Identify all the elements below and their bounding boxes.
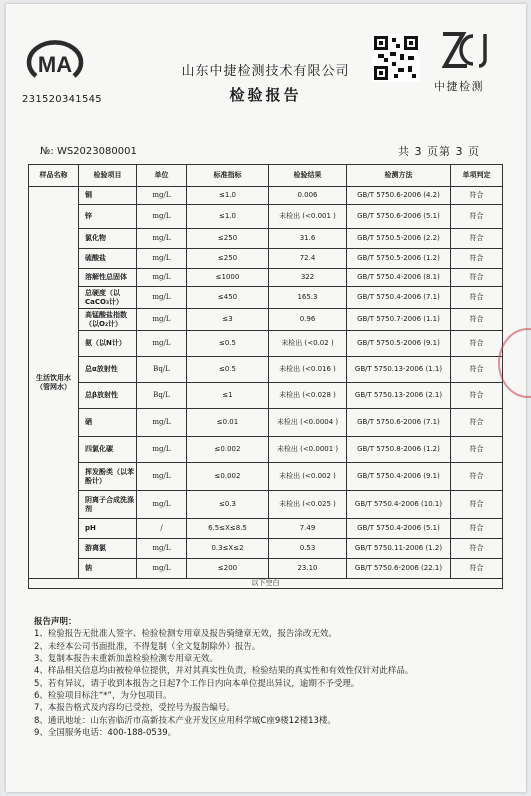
result-cell: 165.3 [269,287,347,309]
method-cell: GB/T 5750.4-2006 (10.1) [347,491,451,519]
method-cell: GB/T 5750.4-2006 (8.1) [347,269,451,287]
header-unit: 单位 [137,165,187,187]
report-notes [34,616,514,739]
item-cell: 游离氯 [79,539,137,559]
standard-cell: ≤1 [187,383,269,409]
sample-name-cell: 生活饮用水（管网水） [29,187,79,579]
result-table [28,164,503,589]
cma-number: 231520341545 [22,94,102,105]
verdict-cell: 符合 [451,463,503,491]
zhongjie-logo-icon [437,28,497,72]
unit-cell: mg/L [137,409,187,437]
table-row [29,463,503,491]
item-cell: 挥发酚类（以苯酚计） [79,463,137,491]
item-cell: 铜 [79,187,137,205]
standard-cell: ≤3 [187,309,269,331]
verdict-cell: 符合 [451,331,503,357]
item-cell: 四氯化碳 [79,437,137,463]
method-cell: GB/T 5750.4-2006 (5.1) [347,519,451,539]
method-cell: GB/T 5750.13-2006 (2.1) [347,383,451,409]
standard-cell: ≤1000 [187,269,269,287]
table-row [29,437,503,463]
header-sample-name: 样品名称 [29,165,79,187]
unit-cell: mg/L [137,463,187,491]
standard-cell: ≤0.002 [187,463,269,491]
method-cell: GB/T 5750.5-2006 (9.1) [347,331,451,357]
verdict-cell: 符合 [451,357,503,383]
unit-cell: mg/L [137,205,187,229]
company-name: 山东中捷检测技术有限公司 [181,64,350,79]
unit-cell: mg/L [137,249,187,269]
verdict-cell: 符合 [451,409,503,437]
verdict-cell: 符合 [451,249,503,269]
unit-cell: mg/L [137,229,187,249]
note-line: 6、检验项目标注“*”，为分包项目。 [34,690,172,701]
standard-cell: ≤450 [187,287,269,309]
unit-cell: / [137,519,187,539]
note-line: 1、检验报告无批准人签字、检验检测专用章及报告骑缝章无效，报告涂改无效。 [34,629,337,640]
unit-cell: mg/L [137,437,187,463]
verdict-cell: 符合 [451,437,503,463]
method-cell: GB/T 5750.7-2006 (1.1) [347,309,451,331]
table-row [29,249,503,269]
item-cell: 溶解性总固体 [79,269,137,287]
table-row [29,269,503,287]
note-line: 4、样品相关信息均由被检单位提供，并对其真实性负责，检验结果的真实性和有效性仅针对此样品。 [34,666,414,677]
unit-cell: Bq/L [137,383,187,409]
result-cell: 未检出 (<0.02 ) [269,331,347,357]
item-cell: 硫酸盐 [79,249,137,269]
table-row [29,409,503,437]
result-cell: 322 [269,269,347,287]
header-result: 检验结果 [269,165,347,187]
method-cell: GB/T 5750.6-2006 (5.1) [347,205,451,229]
verdict-cell: 符合 [451,539,503,559]
standard-cell: ≤0.3 [187,491,269,519]
table-row [29,229,503,249]
header-standard: 标准指标 [187,165,269,187]
item-cell: 总硬度（以CaCO₃计） [79,287,137,309]
header-method: 检测方法 [347,165,451,187]
unit-cell: mg/L [137,559,187,579]
unit-cell: Bq/L [137,357,187,383]
unit-cell: mg/L [137,331,187,357]
table-header-row [29,165,503,187]
standard-cell: ≤0.002 [187,437,269,463]
standard-cell: ≤250 [187,249,269,269]
result-cell: 72.4 [269,249,347,269]
result-cell: 未检出 (<0.0004 ) [269,409,347,437]
method-cell: GB/T 5750.13-2006 (1.1) [347,357,451,383]
notes-heading: 报告声明： [34,617,77,627]
note-line: 9、全国服务电话：400-188-0539。 [34,727,177,738]
item-cell: 钠 [79,559,137,579]
item-cell: 阴离子合成洗涤剂 [79,491,137,519]
result-cell: 31.6 [269,229,347,249]
item-cell: 总α放射性 [79,357,137,383]
method-cell: GB/T 5750.5-2006 (2.2) [347,229,451,249]
unit-cell: mg/L [137,309,187,331]
standard-cell: 0.3≤X≤2 [187,539,269,559]
verdict-cell: 符合 [451,383,503,409]
note-line: 5、若有异议，请于收到本报告之日起7个工作日内向本单位提出异议，逾期不予受理。 [34,678,360,689]
verdict-cell: 符合 [451,269,503,287]
result-cell: 未检出 (<0.001 ) [269,205,347,229]
method-cell: GB/T 5750.6-2006 (4.2) [347,187,451,205]
result-cell: 0.53 [269,539,347,559]
standard-cell: ≤0.5 [187,331,269,357]
verdict-cell: 符合 [451,187,503,205]
brand-name: 中捷检测 [434,80,484,93]
item-cell: 锌 [79,205,137,229]
verdict-cell: 符合 [451,205,503,229]
result-cell: 0.96 [269,309,347,331]
table-row [29,187,503,205]
method-cell: GB/T 5750.8-2006 (1.2) [347,437,451,463]
table-row [29,519,503,539]
result-cell: 未检出 (<0.0001 ) [269,437,347,463]
header-verdict: 单项判定 [451,165,503,187]
verdict-cell: 符合 [451,309,503,331]
cma-logo-text: MA [37,52,73,77]
table-row [29,287,503,309]
method-cell: GB/T 5750.6-2006 (7.1) [347,409,451,437]
unit-cell: mg/L [137,491,187,519]
method-cell: GB/T 5750.4-2006 (7.1) [347,287,451,309]
standard-cell: ≤0.01 [187,409,269,437]
note-line: 3、复制本报告未重新加盖检验检测专用章无效。 [34,653,218,664]
method-cell: GB/T 5750.4-2006 (9.1) [347,463,451,491]
unit-cell: mg/L [137,287,187,309]
table-row [29,491,503,519]
result-cell: 0.006 [269,187,347,205]
result-cell: 未检出 (<0.002 ) [269,463,347,491]
result-cell: 未检出 (<0.016 ) [269,357,347,383]
item-cell: 硒 [79,409,137,437]
verdict-cell: 符合 [451,519,503,539]
verdict-cell: 符合 [451,287,503,309]
item-cell: 总β放射性 [79,383,137,409]
table-end-row [29,579,503,589]
table-row [29,309,503,331]
table-row [29,383,503,409]
report-title: 检验报告 [229,86,302,104]
method-cell: GB/T 5750.11-2006 (1.2) [347,539,451,559]
report-number: №: WS2023080001 [40,146,137,157]
verdict-cell: 符合 [451,491,503,519]
unit-cell: mg/L [137,187,187,205]
page-info: 共 3 页第 3 页 [398,145,480,158]
header-item: 检验项目 [79,165,137,187]
standard-cell: 6.5≤X≤8.5 [187,519,269,539]
standard-cell: ≤1.0 [187,187,269,205]
unit-cell: mg/L [137,539,187,559]
table-row [29,539,503,559]
item-cell: pH [79,519,137,539]
note-line: 2、未经本公司书面批准，不得复制（全文复制除外）报告。 [34,641,261,652]
table-row [29,331,503,357]
standard-cell: ≤1.0 [187,205,269,229]
note-line: 8、通讯地址：山东省临沂市高新技术产业开发区应用科学城C座9楼12楼13楼。 [34,715,336,726]
result-cell: 未检出 (<0.025 ) [269,491,347,519]
standard-cell: ≤200 [187,559,269,579]
qr-code-icon [372,34,420,82]
verdict-cell: 符合 [451,559,503,579]
item-cell: 氨（以N计） [79,331,137,357]
method-cell: GB/T 5750.5-2006 (1.2) [347,249,451,269]
result-cell: 7.49 [269,519,347,539]
standard-cell: ≤0.5 [187,357,269,383]
result-cell: 23.10 [269,559,347,579]
table-row [29,559,503,579]
table-end-text: 以下空白 [29,579,503,589]
standard-cell: ≤250 [187,229,269,249]
result-cell: 未检出 (<0.028 ) [269,383,347,409]
table-row [29,205,503,229]
verdict-cell: 符合 [451,229,503,249]
table-row [29,357,503,383]
unit-cell: mg/L [137,269,187,287]
item-cell: 高锰酸盐指数（以O₂计） [79,309,137,331]
note-line: 7、本报告格式及内容均已受控，受控号为报告编号。 [34,703,235,714]
method-cell: GB/T 5750.6-2006 (22.1) [347,559,451,579]
item-cell: 氯化物 [79,229,137,249]
